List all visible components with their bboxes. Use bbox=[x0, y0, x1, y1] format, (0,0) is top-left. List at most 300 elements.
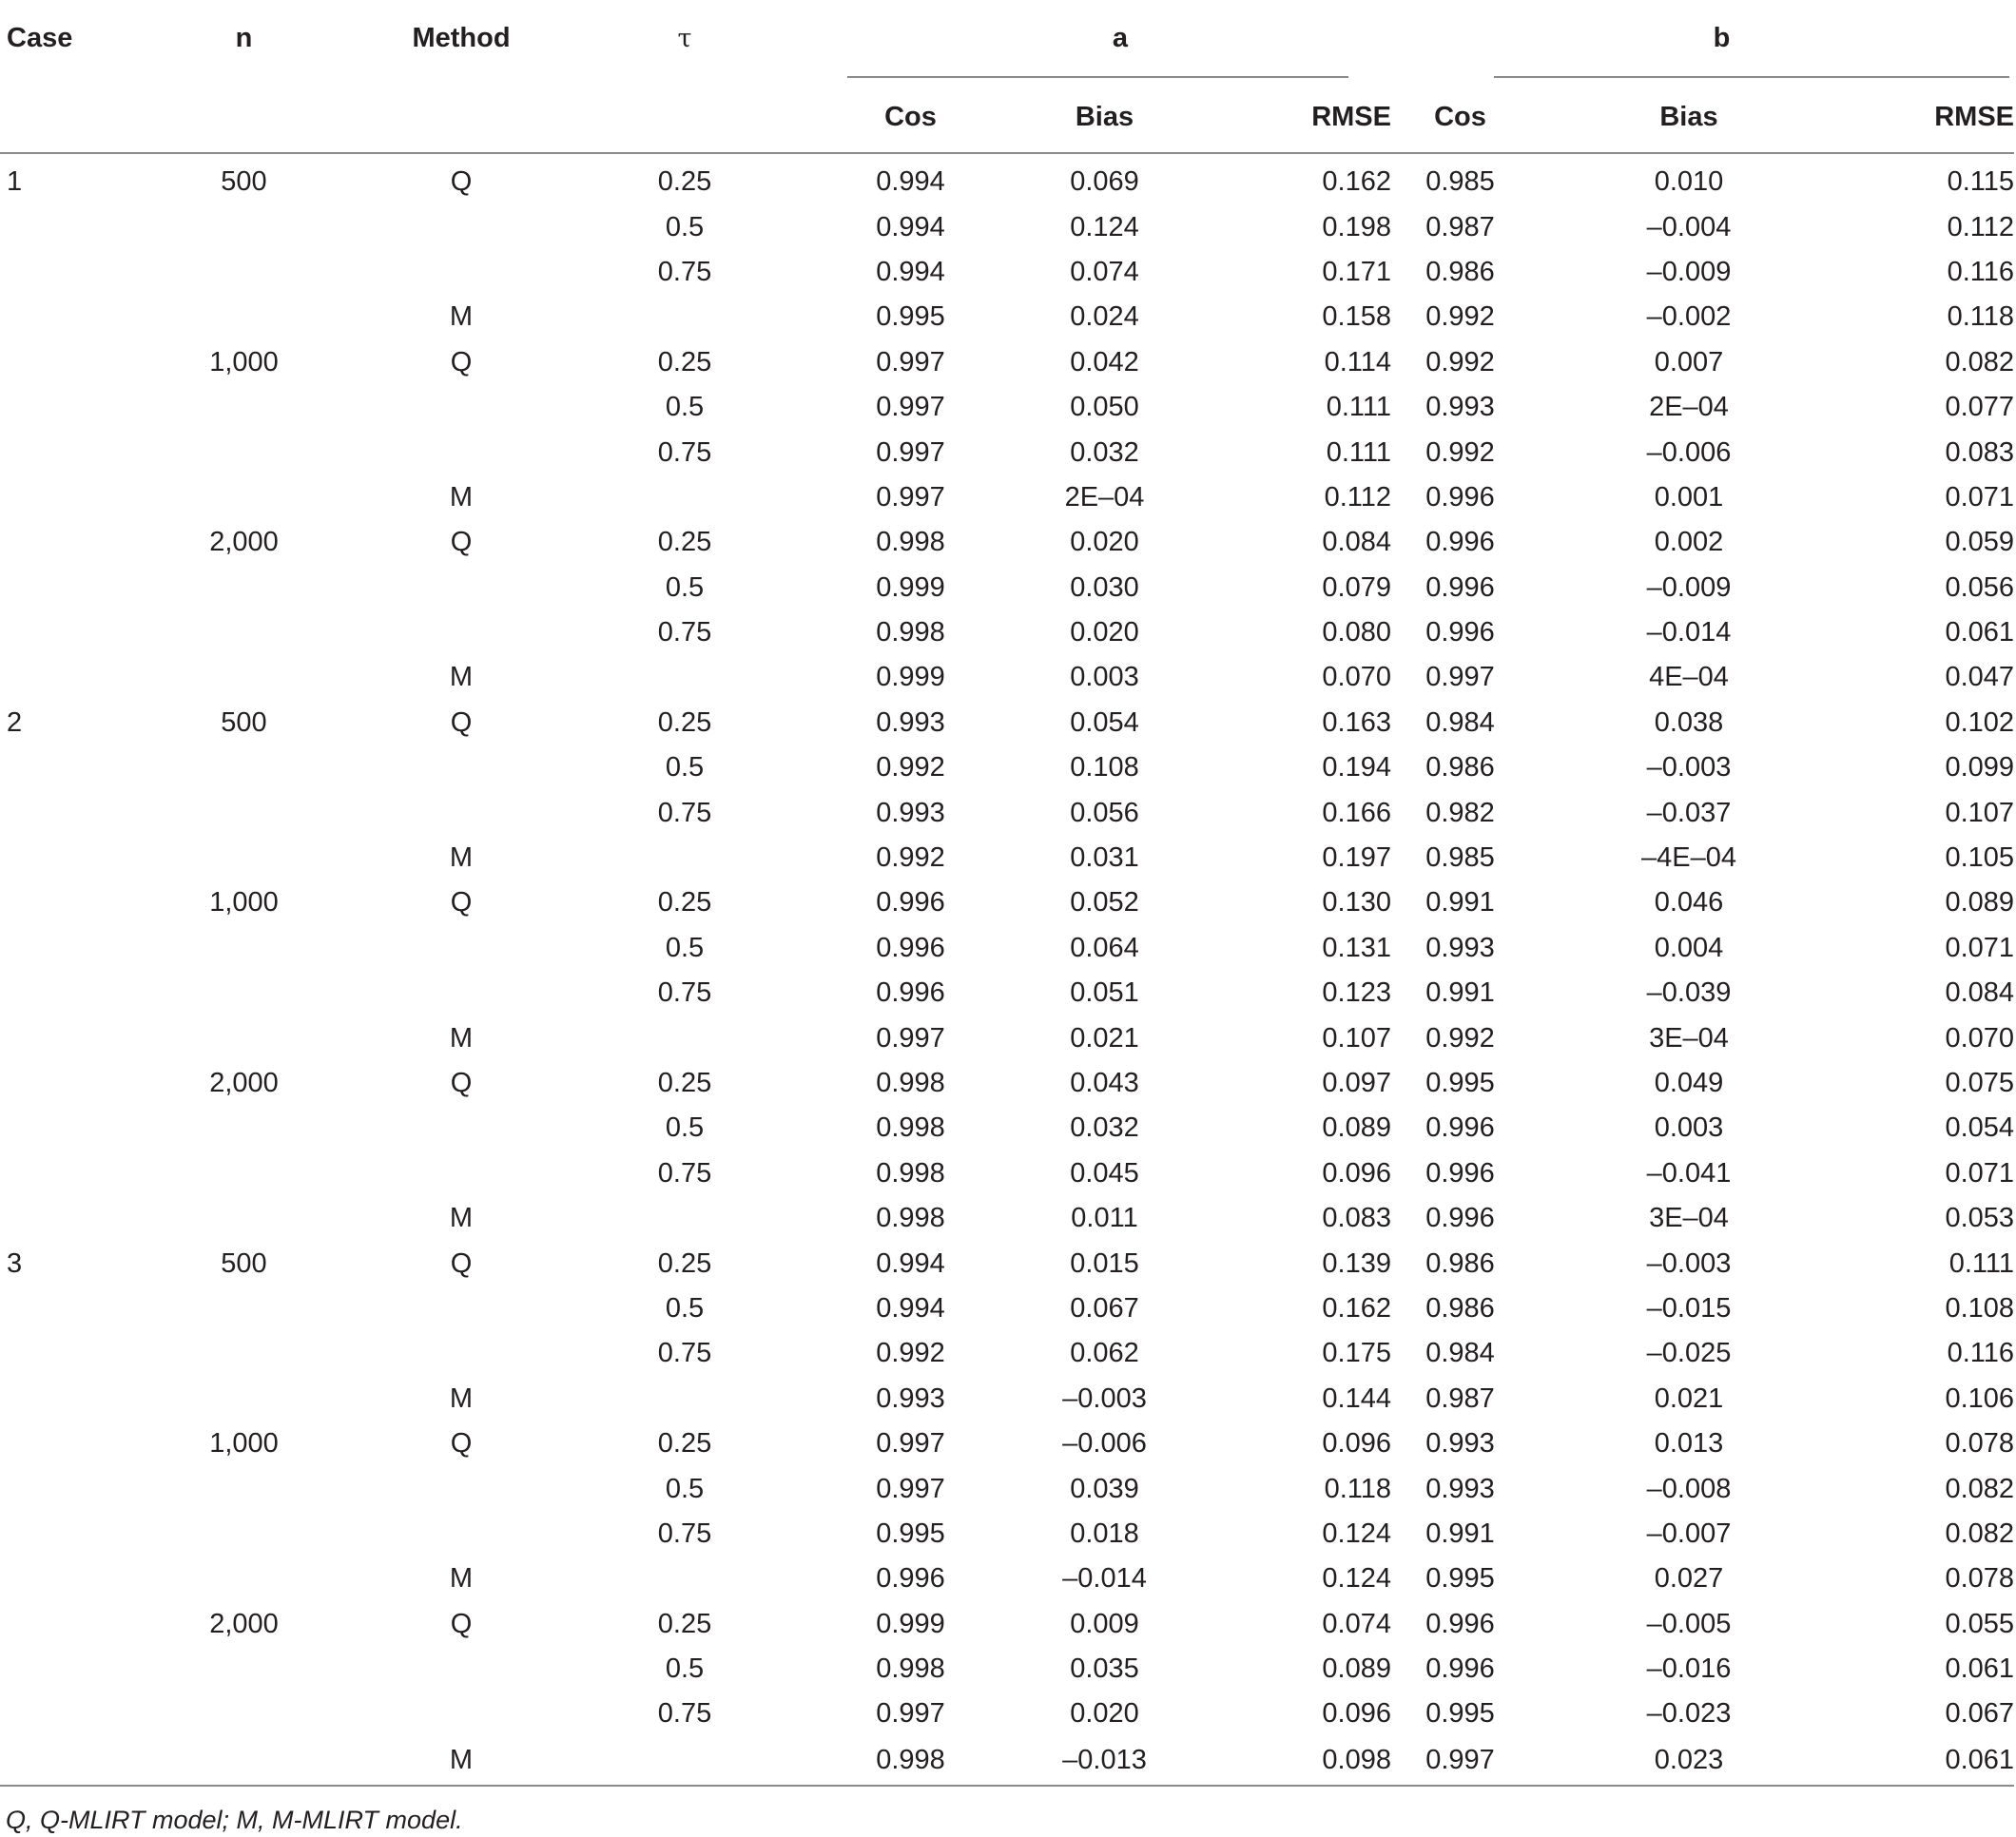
cell-n bbox=[93, 745, 395, 790]
table-row bbox=[0, 836, 2014, 880]
cell-n bbox=[93, 1377, 395, 1421]
cell-a-cos: 0.999 bbox=[876, 571, 945, 603]
cell-b-rmse: 0.089 bbox=[1945, 887, 2015, 918]
cell-method: Q bbox=[450, 1608, 473, 1639]
cell-b-bias: 3E–04 bbox=[1649, 1203, 1729, 1234]
table-header bbox=[0, 17, 2014, 153]
cell-b-rmse: 0.116 bbox=[1947, 256, 2015, 287]
cell-a-cos: 0.994 bbox=[876, 1247, 945, 1279]
table-row bbox=[0, 204, 2014, 249]
cell-method: M bbox=[449, 1022, 474, 1054]
cell-n bbox=[93, 790, 395, 835]
cell-b-bias: 3E–04 bbox=[1649, 1022, 1729, 1054]
cell-b-bias: 0.038 bbox=[1654, 706, 1724, 738]
cell-a-bias: 0.064 bbox=[1070, 932, 1139, 963]
header-empty-n bbox=[93, 82, 395, 153]
cell-a-cos: 0.998 bbox=[876, 1203, 945, 1234]
cell-a-cos: 0.998 bbox=[876, 1653, 945, 1685]
cell-a-bias: 0.043 bbox=[1070, 1068, 1139, 1098]
cell-case bbox=[0, 1377, 93, 1421]
cell-a-cos: 0.992 bbox=[876, 842, 945, 874]
table-body bbox=[0, 153, 2014, 1786]
cell-method: Q bbox=[450, 1428, 473, 1460]
cell-a-bias: 0.021 bbox=[1070, 1022, 1139, 1054]
cell-b-cos: 0.992 bbox=[1425, 346, 1495, 377]
cell-b-rmse: 0.106 bbox=[1945, 1383, 2015, 1414]
cell-n bbox=[93, 385, 395, 430]
cell-b-cos: 0.992 bbox=[1425, 301, 1495, 333]
cell-a-cos: 0.994 bbox=[876, 211, 945, 242]
cell-tau bbox=[528, 1557, 842, 1601]
cell-case bbox=[0, 1061, 93, 1106]
cell-a-rmse: 0.124 bbox=[1322, 1563, 1391, 1595]
cell-n bbox=[93, 1106, 395, 1151]
cell-tau bbox=[528, 1737, 842, 1786]
cell-n: 500 bbox=[221, 166, 267, 198]
cell-method bbox=[395, 610, 528, 655]
table-row bbox=[0, 250, 2014, 295]
cell-n bbox=[93, 1466, 395, 1511]
cell-method: Q bbox=[450, 346, 473, 377]
cell-method bbox=[395, 1692, 528, 1736]
header-n: n bbox=[235, 23, 253, 53]
table-row bbox=[0, 971, 2014, 1015]
cell-b-cos: 0.985 bbox=[1425, 842, 1495, 874]
cell-b-cos: 0.984 bbox=[1425, 706, 1495, 738]
table-row bbox=[0, 1737, 2014, 1786]
cell-a-cos: 0.994 bbox=[876, 166, 945, 198]
cell-b-rmse: 0.112 bbox=[1947, 211, 2015, 242]
cell-a-cos: 0.993 bbox=[876, 1383, 945, 1414]
cell-b-bias: –0.002 bbox=[1646, 301, 1732, 333]
cell-case: 2 bbox=[7, 706, 23, 738]
cell-b-cos: 0.997 bbox=[1425, 662, 1495, 693]
cell-tau: 0.75 bbox=[657, 977, 712, 1009]
cell-a-bias: 0.020 bbox=[1070, 527, 1139, 558]
header-b-cos: Cos bbox=[1391, 82, 1529, 153]
cell-b-cos: 0.995 bbox=[1425, 1068, 1495, 1098]
cell-case bbox=[0, 1647, 93, 1692]
cell-n bbox=[93, 1737, 395, 1786]
cell-method: M bbox=[395, 1737, 528, 1786]
cell-b-bias: –0.003 bbox=[1646, 1247, 1732, 1279]
cell-case bbox=[0, 1692, 93, 1736]
cell-a-cos: 0.994 bbox=[876, 1292, 945, 1324]
cell-a-bias: 0.042 bbox=[1070, 346, 1139, 377]
cell-a-bias: 0.032 bbox=[1070, 436, 1139, 468]
cell-method: M bbox=[449, 842, 474, 874]
cell-n bbox=[93, 1512, 395, 1557]
cell-method bbox=[395, 1647, 528, 1692]
cell-method: Q bbox=[450, 1247, 473, 1279]
header-a-bias: Bias bbox=[979, 82, 1230, 153]
cell-b-rmse: 0.061 bbox=[1945, 617, 2015, 648]
cell-tau: 0.5 bbox=[665, 752, 705, 783]
cell-case bbox=[0, 1331, 93, 1376]
cell-case bbox=[0, 430, 93, 474]
cell-tau: 0.5 bbox=[665, 1653, 705, 1685]
header-empty-tau bbox=[528, 82, 842, 153]
cell-a-bias: 2E–04 bbox=[1064, 481, 1145, 512]
cell-b-cos: 0.986 bbox=[1425, 1247, 1495, 1279]
table-row bbox=[0, 926, 2014, 971]
cell-n bbox=[93, 1196, 395, 1241]
cell-a-rmse: 0.070 bbox=[1322, 662, 1391, 693]
cell-b-bias: 0.013 bbox=[1654, 1428, 1724, 1460]
cell-n bbox=[93, 1557, 395, 1601]
cell-a-rmse: 0.111 bbox=[1326, 392, 1391, 423]
cell-a-rmse: 0.074 bbox=[1322, 1608, 1391, 1639]
cell-a-cos: 0.994 bbox=[876, 256, 945, 287]
cell-a-cos: 0.997 bbox=[876, 1428, 945, 1460]
cell-a-cos: 0.993 bbox=[876, 797, 945, 828]
cell-method bbox=[395, 1286, 528, 1331]
cell-b-cos: 0.993 bbox=[1425, 392, 1495, 423]
cell-b-bias: –4E–04 bbox=[1641, 842, 1736, 874]
cell-tau: 0.75 bbox=[657, 436, 712, 468]
cell-b-bias: –0.023 bbox=[1646, 1698, 1732, 1730]
cell-n: 2,000 bbox=[209, 527, 279, 558]
cell-b-rmse: 0.082 bbox=[1945, 1518, 2015, 1549]
cell-n: 2,000 bbox=[209, 1068, 279, 1098]
cell-a-cos: 0.997 bbox=[876, 392, 945, 423]
cell-a-bias: 0.050 bbox=[1070, 392, 1139, 423]
cell-b-rmse: 0.071 bbox=[1945, 481, 2015, 512]
cell-a-cos: 0.997 bbox=[876, 481, 945, 512]
cell-method: Q bbox=[450, 166, 473, 198]
table-row bbox=[0, 1241, 2014, 1286]
header-row-bottom bbox=[0, 82, 2014, 153]
cell-n bbox=[93, 1692, 395, 1736]
cell-tau: 0.5 bbox=[665, 1292, 705, 1324]
cell-a-bias: 0.032 bbox=[1070, 1112, 1139, 1144]
cell-n: 1,000 bbox=[209, 1428, 279, 1460]
cell-a-rmse: 0.097 bbox=[1322, 1068, 1391, 1098]
cell-b-rmse: 0.099 bbox=[1945, 752, 2015, 783]
cell-a-cos: 0.998 bbox=[876, 527, 945, 558]
cell-b-cos: 0.993 bbox=[1425, 1473, 1495, 1504]
cell-b-cos: 0.996 bbox=[1425, 527, 1495, 558]
cell-n bbox=[93, 926, 395, 971]
cell-b-rmse: 0.056 bbox=[1945, 571, 2015, 603]
cell-method bbox=[395, 430, 528, 474]
table-row bbox=[0, 1466, 2014, 1511]
cell-b-rmse: 0.047 bbox=[1945, 662, 2015, 693]
cell-b-bias: 0.007 bbox=[1654, 346, 1724, 377]
cell-a-rmse: 0.130 bbox=[1322, 887, 1391, 918]
cell-b-bias: –0.016 bbox=[1646, 1653, 1732, 1685]
cell-a-cos: 0.996 bbox=[876, 1563, 945, 1595]
cell-tau: 0.5 bbox=[665, 1473, 705, 1504]
cell-b-cos: 0.996 bbox=[1425, 1608, 1495, 1639]
cell-a-bias: 0.018 bbox=[1070, 1518, 1139, 1549]
cell-tau: 0.5 bbox=[665, 932, 705, 963]
cell-case bbox=[0, 566, 93, 610]
table-row bbox=[0, 1196, 2014, 1241]
cell-b-rmse: 0.061 bbox=[1792, 1737, 2014, 1786]
header-group-b: b bbox=[1713, 23, 1731, 53]
header-a-rmse: RMSE bbox=[1230, 82, 1391, 153]
cell-a-rmse: 0.118 bbox=[1324, 1473, 1391, 1504]
cell-a-rmse: 0.175 bbox=[1322, 1338, 1391, 1369]
cell-method bbox=[395, 566, 528, 610]
cell-a-bias: 0.054 bbox=[1070, 706, 1139, 738]
cell-tau: 0.5 bbox=[665, 571, 705, 603]
cell-a-rmse: 0.198 bbox=[1322, 211, 1391, 242]
results-table bbox=[0, 17, 2014, 1787]
table-row bbox=[0, 1015, 2014, 1060]
table-row bbox=[0, 1106, 2014, 1151]
cell-a-bias: 0.062 bbox=[1070, 1338, 1139, 1369]
cell-b-rmse: 0.111 bbox=[1948, 1247, 2015, 1279]
cell-a-rmse: 0.171 bbox=[1322, 256, 1391, 287]
cell-b-rmse: 0.078 bbox=[1945, 1428, 2015, 1460]
cell-a-rmse: 0.084 bbox=[1322, 527, 1391, 558]
cell-method bbox=[395, 250, 528, 295]
cell-method bbox=[395, 790, 528, 835]
header-group-a: a bbox=[1112, 23, 1129, 53]
cell-b-bias: –0.003 bbox=[1646, 752, 1732, 783]
cell-b-cos: 0.995 bbox=[1425, 1698, 1495, 1730]
cell-a-rmse: 0.080 bbox=[1322, 617, 1391, 648]
cell-n bbox=[93, 836, 395, 880]
cell-a-rmse: 0.089 bbox=[1322, 1653, 1391, 1685]
cell-case bbox=[0, 971, 93, 1015]
cell-a-rmse: 0.089 bbox=[1322, 1112, 1391, 1144]
cell-a-bias: 0.030 bbox=[1070, 571, 1139, 603]
cell-b-rmse: 0.053 bbox=[1945, 1203, 2015, 1234]
cell-a-bias: 0.108 bbox=[1070, 752, 1139, 783]
cell-a-bias: 0.051 bbox=[1070, 977, 1139, 1009]
cell-a-bias: 0.074 bbox=[1070, 256, 1139, 287]
table-row bbox=[0, 880, 2014, 925]
cell-b-bias: –0.006 bbox=[1646, 436, 1732, 468]
cell-case bbox=[0, 475, 93, 520]
cell-n bbox=[93, 250, 395, 295]
cell-a-cos: 0.999 bbox=[876, 1608, 945, 1639]
cell-tau: 0.75 bbox=[657, 1698, 712, 1730]
cell-b-cos: 0.996 bbox=[1425, 481, 1495, 512]
cell-tau: 0.75 bbox=[657, 797, 712, 828]
cell-b-bias: 0.021 bbox=[1654, 1383, 1724, 1414]
table-row bbox=[0, 566, 2014, 610]
cell-method bbox=[395, 385, 528, 430]
cell-a-bias: 0.020 bbox=[1070, 1698, 1139, 1730]
table-row bbox=[0, 1557, 2014, 1601]
cell-a-rmse: 0.079 bbox=[1322, 571, 1391, 603]
cell-b-rmse: 0.067 bbox=[1945, 1698, 2015, 1730]
cell-method: Q bbox=[450, 1068, 473, 1098]
header-empty-method bbox=[395, 82, 528, 153]
cell-n: 2,000 bbox=[209, 1608, 279, 1639]
cell-a-bias: 0.124 bbox=[1070, 211, 1139, 242]
cell-a-bias: 0.009 bbox=[1070, 1608, 1139, 1639]
cell-b-rmse: 0.116 bbox=[1947, 1338, 2015, 1369]
cell-a-cos: 0.992 bbox=[876, 1338, 945, 1369]
cell-case bbox=[0, 610, 93, 655]
cell-method: M bbox=[449, 481, 474, 512]
cell-b-bias: 0.004 bbox=[1654, 932, 1724, 963]
cell-case bbox=[0, 1421, 93, 1466]
cell-a-rmse: 0.162 bbox=[1322, 1292, 1391, 1324]
cell-b-bias: –0.014 bbox=[1646, 617, 1732, 648]
cell-n: 1,000 bbox=[209, 346, 279, 377]
table-row bbox=[0, 430, 2014, 474]
cell-b-rmse: 0.118 bbox=[1947, 301, 2015, 333]
cell-case bbox=[0, 1512, 93, 1557]
cell-a-cos: 0.996 bbox=[876, 977, 945, 1009]
header-empty-case bbox=[0, 82, 93, 153]
cell-method bbox=[395, 971, 528, 1015]
cell-a-rmse: 0.083 bbox=[1322, 1203, 1391, 1234]
cell-a-bias: 0.024 bbox=[1070, 301, 1139, 333]
cell-n bbox=[93, 204, 395, 249]
cell-case bbox=[0, 1151, 93, 1196]
cell-method bbox=[395, 1331, 528, 1376]
cell-tau: 0.75 bbox=[657, 1338, 712, 1369]
cell-b-bias: –0.037 bbox=[1646, 797, 1732, 828]
cell-case bbox=[0, 836, 93, 880]
cell-tau: 0.25 bbox=[657, 527, 712, 558]
table-row bbox=[0, 153, 2014, 204]
cell-b-rmse: 0.078 bbox=[1945, 1563, 2015, 1595]
cell-a-cos: 0.995 bbox=[876, 301, 945, 333]
cell-n: 500 bbox=[221, 706, 267, 738]
cell-b-cos: 0.987 bbox=[1425, 1383, 1495, 1414]
cell-b-rmse: 0.083 bbox=[1945, 436, 2015, 468]
cell-n: 1,000 bbox=[209, 887, 279, 918]
cell-b-rmse: 0.115 bbox=[1947, 166, 2015, 198]
cell-a-cos: 0.995 bbox=[876, 1518, 945, 1549]
cell-case bbox=[0, 880, 93, 925]
cell-case bbox=[0, 790, 93, 835]
cell-b-bias: –0.039 bbox=[1646, 977, 1732, 1009]
cell-n: 500 bbox=[221, 1247, 267, 1279]
table-row bbox=[0, 610, 2014, 655]
cell-a-bias: 0.067 bbox=[1070, 1292, 1139, 1324]
cell-a-rmse: 0.096 bbox=[1322, 1157, 1391, 1189]
cell-case bbox=[0, 295, 93, 339]
cell-a-rmse: 0.124 bbox=[1322, 1518, 1391, 1549]
table-row bbox=[0, 385, 2014, 430]
cell-n bbox=[93, 1286, 395, 1331]
table-row bbox=[0, 1602, 2014, 1647]
cell-b-cos: 0.986 bbox=[1425, 752, 1495, 783]
cell-case bbox=[0, 1557, 93, 1601]
cell-a-cos: 0.997 bbox=[876, 436, 945, 468]
table-row bbox=[0, 745, 2014, 790]
cell-b-rmse: 0.082 bbox=[1945, 346, 2015, 377]
cell-a-bias: 0.052 bbox=[1070, 887, 1139, 918]
cell-a-bias: 0.069 bbox=[1070, 166, 1139, 198]
header-row-top bbox=[0, 17, 2014, 82]
cell-b-cos: 0.995 bbox=[1425, 1563, 1495, 1595]
cell-method bbox=[395, 1466, 528, 1511]
cell-a-rmse: 0.144 bbox=[1322, 1383, 1391, 1414]
cell-tau bbox=[528, 1196, 842, 1241]
cell-case bbox=[0, 1196, 93, 1241]
cell-a-bias: –0.006 bbox=[1062, 1428, 1147, 1460]
header-case: Case bbox=[7, 23, 73, 53]
cell-b-rmse: 0.071 bbox=[1945, 1157, 2015, 1189]
cell-a-cos: 0.998 bbox=[842, 1737, 979, 1786]
cell-b-rmse: 0.107 bbox=[1945, 797, 2015, 828]
cell-b-cos: 0.991 bbox=[1425, 887, 1495, 918]
header-b-bias: Bias bbox=[1529, 82, 1792, 153]
cell-a-cos: 0.998 bbox=[876, 1112, 945, 1144]
cell-a-cos: 0.999 bbox=[876, 662, 945, 693]
cell-a-cos: 0.992 bbox=[876, 752, 945, 783]
cell-b-bias: 2E–04 bbox=[1649, 392, 1729, 423]
cell-tau: 0.75 bbox=[657, 256, 712, 287]
cell-b-cos: 0.985 bbox=[1425, 166, 1495, 198]
cell-a-bias: 0.003 bbox=[1070, 662, 1139, 693]
cell-a-bias: 0.011 bbox=[1071, 1203, 1138, 1234]
cell-tau: 0.25 bbox=[657, 1428, 712, 1460]
cell-b-rmse: 0.059 bbox=[1945, 527, 2015, 558]
cell-b-rmse: 0.082 bbox=[1945, 1473, 2015, 1504]
cell-a-bias: 0.039 bbox=[1070, 1473, 1139, 1504]
cell-b-cos: 0.986 bbox=[1425, 256, 1495, 287]
header-a-cos: Cos bbox=[842, 82, 979, 153]
cell-a-rmse: 0.098 bbox=[1230, 1737, 1391, 1786]
cell-a-rmse: 0.158 bbox=[1322, 301, 1391, 333]
cell-tau: 0.25 bbox=[657, 887, 712, 918]
cell-b-cos: 0.992 bbox=[1425, 436, 1495, 468]
cell-tau: 0.25 bbox=[657, 166, 712, 198]
cell-tau: 0.25 bbox=[657, 1068, 712, 1098]
table-row bbox=[0, 1151, 2014, 1196]
cell-a-rmse: 0.197 bbox=[1322, 842, 1391, 874]
cell-a-rmse: 0.131 bbox=[1322, 932, 1391, 963]
cell-a-rmse: 0.111 bbox=[1326, 436, 1391, 468]
cell-tau: 0.5 bbox=[665, 392, 705, 423]
cell-n bbox=[93, 566, 395, 610]
cell-b-rmse: 0.084 bbox=[1945, 977, 2015, 1009]
cell-method: M bbox=[449, 662, 474, 693]
cell-a-cos: 0.997 bbox=[876, 346, 945, 377]
cell-case bbox=[0, 1466, 93, 1511]
cell-b-cos: 0.992 bbox=[1425, 1022, 1495, 1054]
cell-tau: 0.5 bbox=[665, 1112, 705, 1144]
cell-case bbox=[0, 1602, 93, 1647]
cell-n bbox=[93, 475, 395, 520]
cell-method: M bbox=[449, 301, 474, 333]
cell-method bbox=[395, 745, 528, 790]
cell-a-bias: –0.014 bbox=[1062, 1563, 1147, 1595]
cell-b-bias: –0.005 bbox=[1646, 1608, 1732, 1639]
cell-b-bias: –0.007 bbox=[1646, 1518, 1732, 1549]
cell-a-bias: 0.031 bbox=[1070, 842, 1139, 874]
cell-method bbox=[395, 1151, 528, 1196]
cell-a-rmse: 0.163 bbox=[1322, 706, 1391, 738]
cell-n bbox=[93, 1151, 395, 1196]
cell-b-bias: –0.004 bbox=[1646, 211, 1732, 242]
cell-n bbox=[93, 295, 395, 339]
cell-b-bias: 0.001 bbox=[1654, 481, 1724, 512]
cell-case bbox=[0, 1737, 93, 1786]
cell-tau: 0.25 bbox=[657, 1608, 712, 1639]
cell-a-rmse: 0.114 bbox=[1324, 346, 1391, 377]
cell-b-bias: 4E–04 bbox=[1649, 662, 1729, 693]
table-footnote: Q, Q-MLIRT model; M, M-MLIRT model. bbox=[6, 1806, 463, 1834]
cell-n bbox=[93, 610, 395, 655]
cell-n bbox=[93, 1331, 395, 1376]
cell-b-cos: 0.991 bbox=[1425, 1518, 1495, 1549]
cell-a-cos: 0.997 bbox=[876, 1022, 945, 1054]
cell-case bbox=[0, 385, 93, 430]
cell-b-cos: 0.996 bbox=[1425, 571, 1495, 603]
